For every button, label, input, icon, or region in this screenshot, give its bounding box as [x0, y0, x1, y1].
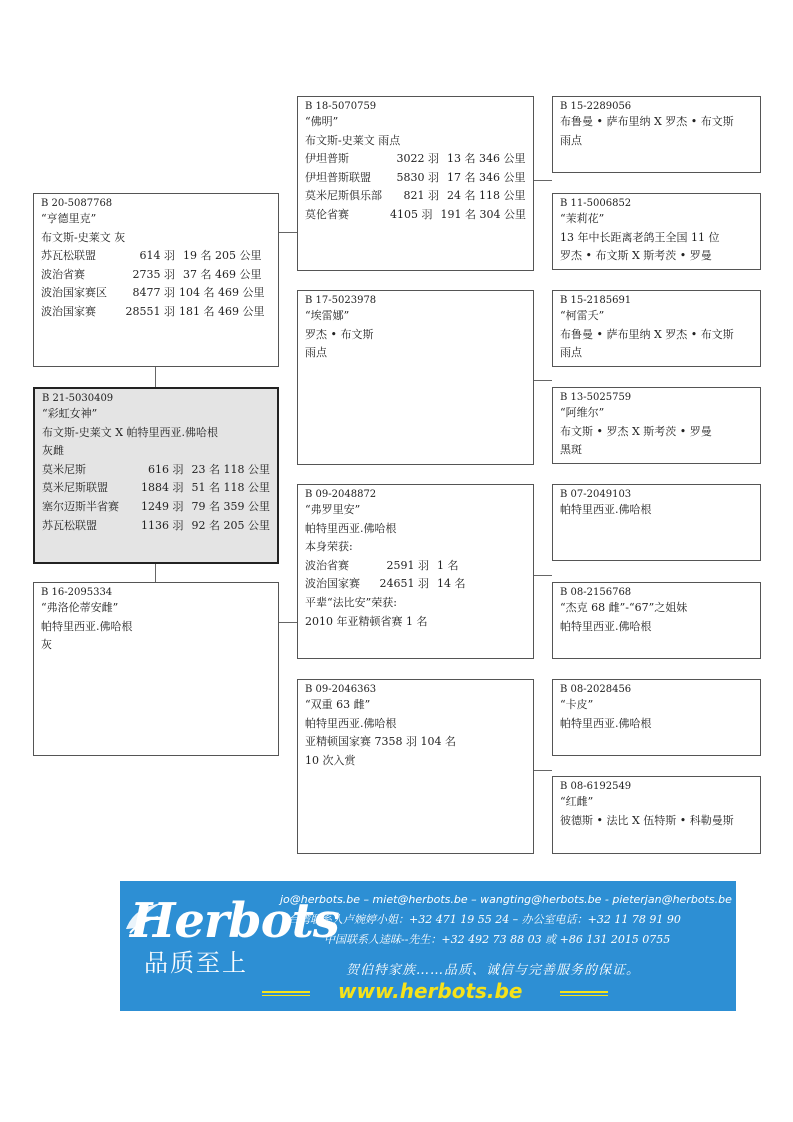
sire-dam-card — [297, 290, 534, 465]
info-line: 雨点 — [560, 346, 582, 360]
result-row: 波治国家赛 28551 羽 181 名 469 公里 — [41, 304, 265, 318]
sire-sire-card — [297, 96, 534, 271]
result-row: 莫米尼斯联盟 1884 羽 51 名 118 公里 — [42, 481, 270, 495]
ancestor-card — [552, 582, 761, 659]
result-row: 苏瓦松联盟 1136 羽 92 名 205 公里 — [42, 518, 270, 532]
info-line: 罗杰 • 布文斯 X 斯考茨 • 罗曼 — [560, 249, 712, 263]
pigeon-name: “弗洛伦蒂安雌” — [41, 601, 119, 614]
ring-number: B 20-5087768 — [41, 198, 113, 209]
pigeon-name: “阿维尔” — [560, 406, 605, 419]
result-row: 波治省赛 2735 羽 37 名 469 公里 — [41, 267, 262, 281]
decorative-rule — [262, 991, 310, 993]
ring-number: B 08-6192549 — [560, 781, 632, 792]
info-line: 黑斑 — [560, 443, 582, 457]
info-line: 罗杰 • 布文斯 — [305, 327, 374, 341]
result-row: 塞尔迈斯半省赛 1249 羽 79 名 359 公里 — [42, 499, 270, 513]
pigeon-name: “双重 63 雌” — [305, 698, 371, 711]
connector — [278, 622, 297, 623]
brand-logo: Herbots — [130, 893, 339, 949]
ancestor-card — [552, 290, 761, 367]
ring-number: B 17-5023978 — [305, 295, 377, 306]
info-line: 帕特里西亚.佛哈根 — [305, 521, 397, 535]
ring-number: B 13-5025759 — [560, 392, 632, 403]
info-line: 彼德斯 • 法比 X 伍特斯 • 科勒曼斯 — [560, 813, 734, 827]
info-line: 布鲁曼 • 萨布里纳 X 罗杰 • 布文斯 — [560, 327, 734, 341]
info-line: 帕特里西亚.佛哈根 — [560, 503, 652, 516]
result-row: 伊坦普斯 3022 羽 13 名 346 公里 — [305, 152, 526, 166]
info-line: 帕特里西亚.佛哈根 — [560, 716, 652, 730]
info-line: 布文斯 • 罗杰 X 斯考茨 • 罗曼 — [560, 424, 712, 438]
pedigree-subject-card — [33, 387, 279, 564]
ancestor-card — [552, 776, 761, 854]
pigeon-name: “柯雷夭” — [560, 309, 605, 322]
result-row: 莫伦省赛 4105 羽 191 名 304 公里 — [305, 207, 526, 221]
sire-card — [33, 193, 279, 367]
result-row: 波治省赛 2591 羽 1 名 — [305, 558, 459, 572]
info-line: 平辈“法比安”荣获: — [305, 595, 397, 609]
info-line: 布文斯-史莱文 灰 — [41, 230, 126, 244]
pigeon-name: “杰克 68 雌”-“67”之姐妹 — [560, 601, 688, 614]
connector — [155, 564, 156, 582]
herbots-banner — [120, 881, 736, 1011]
contact-china: 中国联系人逵昧--先生：+32 492 73 88 03 或 +86 131 2015 0755 — [324, 933, 671, 946]
ancestor-card — [552, 679, 761, 756]
info-line: 灰雌 — [42, 444, 64, 458]
pigeon-name: “彩虹女神” — [42, 407, 98, 420]
ring-number: B 07-2049103 — [560, 489, 632, 500]
connector — [533, 180, 552, 181]
pigeon-name: “红雌” — [560, 795, 594, 808]
pigeon-name: “亨德里克” — [41, 212, 97, 225]
banner-motto: 贺伯特家族……品质、诚信与完善服务的保证。 — [346, 963, 641, 978]
ring-number: B 16-2095334 — [41, 587, 113, 598]
info-line: 灰 — [41, 638, 52, 652]
result-row: 莫米尼斯俱乐部 821 羽 24 名 118 公里 — [305, 189, 526, 203]
contact-emails: jo@herbots.be – miet@herbots.be – wangting@herbots.be - pieterjan@herbots.be — [280, 893, 732, 906]
info-line: 帕特里西亚.佛哈根 — [41, 619, 133, 633]
ring-number: B 08-2156768 — [560, 587, 632, 598]
result-row: 波治国家赛 24651 羽 14 名 — [305, 577, 466, 591]
ring-number: B 09-2046363 — [305, 684, 377, 695]
result-row: 波治国家赛区 8477 羽 104 名 469 公里 — [41, 286, 265, 300]
connector — [278, 232, 297, 233]
ring-number: B 15-2289056 — [560, 101, 632, 112]
brand-slogan: 品质至上 — [144, 949, 248, 977]
dam-dam-card — [297, 679, 534, 854]
website-link[interactable]: www.herbots.be — [338, 979, 523, 1003]
pigeon-name: “茉莉花” — [560, 212, 605, 225]
ring-number: B 08-2028456 — [560, 684, 632, 695]
pigeon-name: “弗罗里安” — [305, 503, 361, 516]
result-row: 伊坦普斯联盟 5830 羽 17 名 346 公里 — [305, 170, 526, 184]
pigeon-name: “埃雷娜” — [305, 309, 350, 322]
info-line: 亚精顿国家赛 7358 羽 104 名 — [305, 735, 456, 749]
ancestor-card — [552, 484, 761, 561]
ring-number: B 09-2048872 — [305, 489, 377, 500]
pigeon-name: “卡皮” — [560, 698, 594, 711]
dam-sire-card — [297, 484, 534, 659]
info-line: 帕特里西亚.佛哈根 — [560, 619, 652, 633]
connector — [533, 575, 552, 576]
result-row: 苏瓦松联盟 614 羽 19 名 205 公里 — [41, 249, 262, 263]
connector — [155, 367, 156, 387]
info-line: 雨点 — [305, 346, 327, 360]
info-line: 13 年中长距离老鸽王全国 11 位 — [560, 230, 720, 244]
ancestor-card — [552, 96, 761, 173]
info-line: 帕特里西亚.佛哈根 — [305, 716, 397, 730]
result-row: 莫米尼斯 616 羽 23 名 118 公里 — [42, 462, 270, 476]
info-line: 布鲁曼 • 萨布里纳 X 罗杰 • 布文斯 — [560, 115, 734, 128]
info-line: 雨点 — [560, 133, 582, 147]
info-line: 布文斯-史莱文 X 帕特里西亚.佛哈根 — [42, 425, 219, 439]
connector — [533, 770, 552, 771]
ring-number: B 15-2185691 — [560, 295, 632, 306]
info-line: 2010 年亚精顿省赛 1 名 — [305, 614, 428, 628]
info-line: 布文斯-史莱文 雨点 — [305, 133, 401, 147]
ancestor-card — [552, 387, 761, 464]
info-line: 10 次入赏 — [305, 753, 356, 767]
ring-number: B 18-5070759 — [305, 101, 377, 112]
pigeon-name: “佛明” — [305, 115, 339, 128]
connector — [533, 380, 552, 381]
contact-taiwan: 台湾联系人卢婉婷小姐：+32 471 19 55 24 – 办公室电话：+32 11 78 91 90 — [288, 913, 681, 926]
dam-card — [33, 582, 279, 756]
info-line: 本身荣获: — [305, 540, 353, 554]
ancestor-card — [552, 193, 761, 270]
ring-number: B 21-5030409 — [42, 393, 114, 404]
decorative-rule — [560, 991, 608, 993]
ring-number: B 11-5006852 — [560, 198, 632, 209]
